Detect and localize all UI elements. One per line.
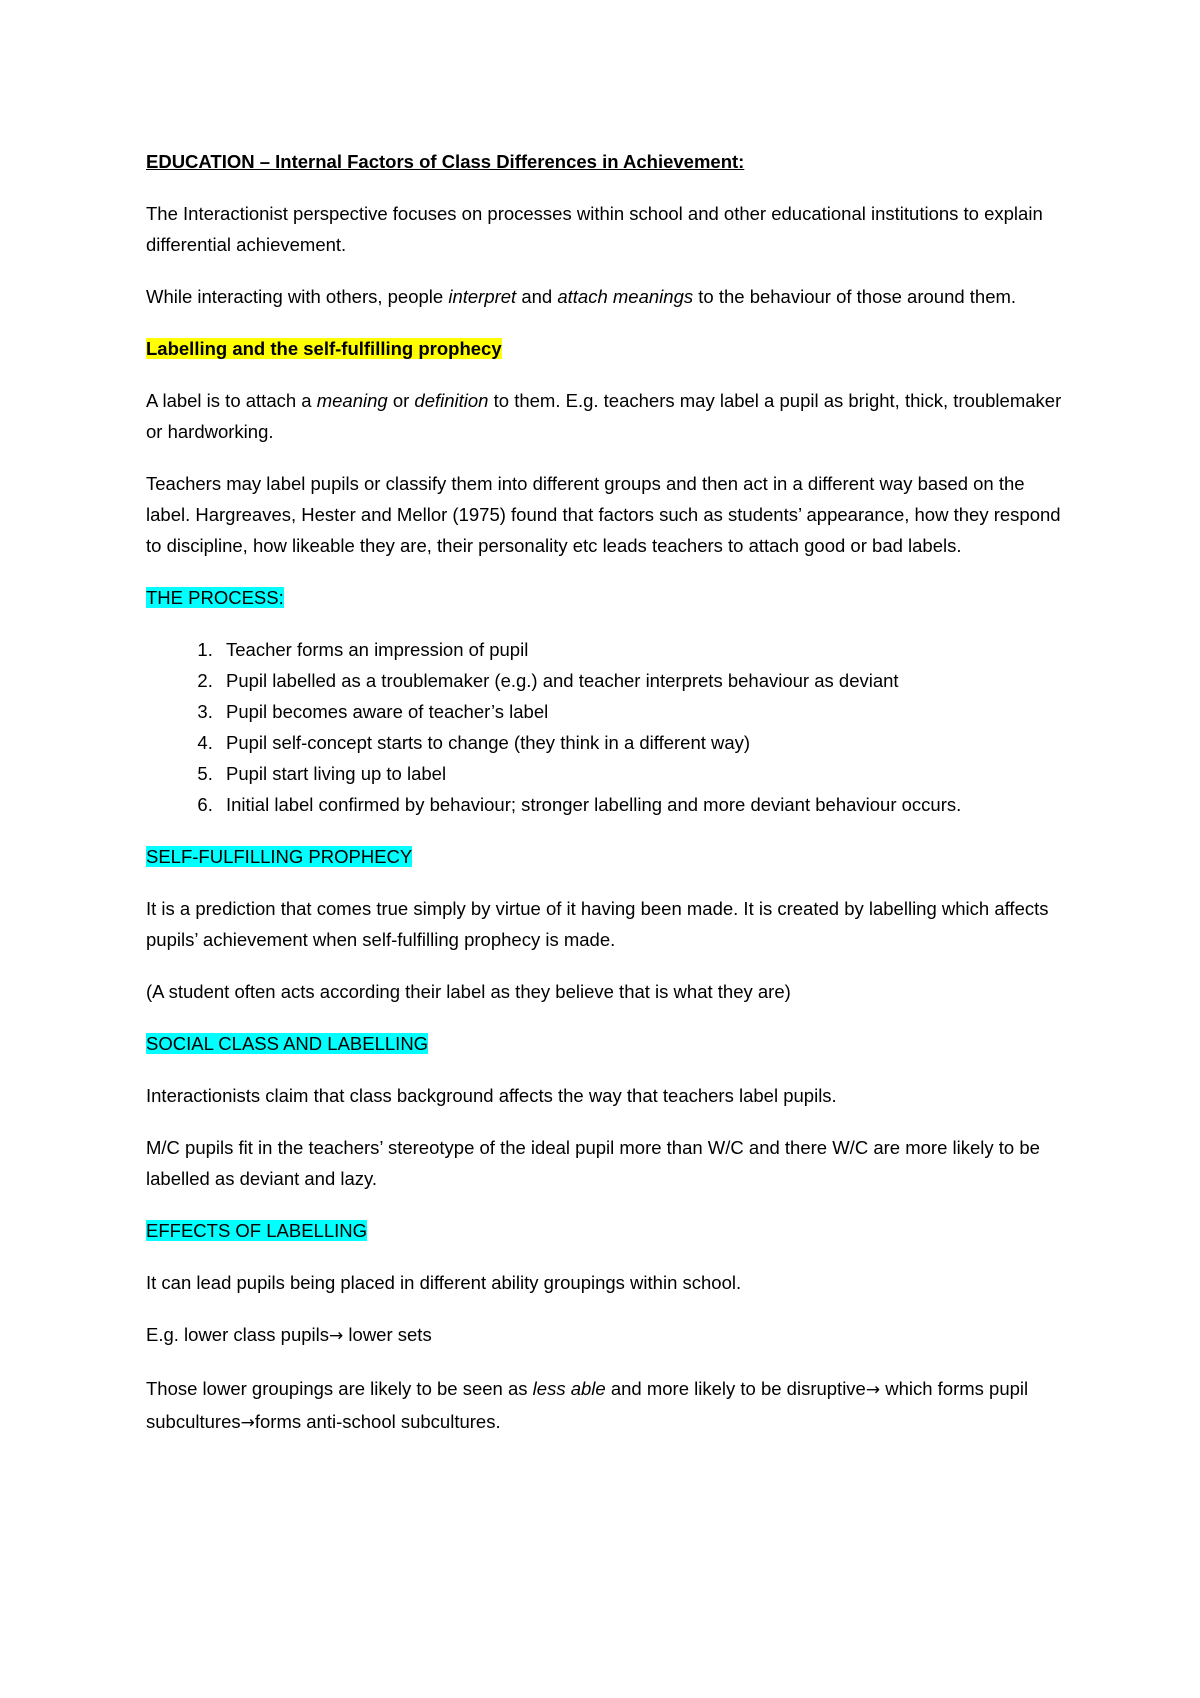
process-steps-list bbox=[146, 634, 1066, 820]
emphasis-attach-meanings: attach meanings bbox=[557, 286, 694, 307]
labelling-heading bbox=[146, 333, 1066, 364]
arrow-icon: → bbox=[240, 1413, 255, 1433]
text-run: While interacting with others, people bbox=[146, 286, 449, 307]
sfp-heading-text: SELF-FULFILLING PROPHECY bbox=[146, 846, 413, 867]
sfp-paragraph-2: (A student often acts according their label as they believe that is what they are) bbox=[146, 981, 791, 1002]
social-class-paragraph-1: Interactionists claim that class background affects the way that teachers label pupils. bbox=[146, 1085, 837, 1106]
text-run: or bbox=[387, 390, 415, 411]
document-body bbox=[146, 146, 1066, 1460]
process-heading-text: THE PROCESS: bbox=[146, 587, 284, 608]
labelling-paragraph-2: Teachers may label pupils or classify them into different groups and then act in a different way based on the label. Hargreaves, Hester and Mellor (1975) found that factors such as students’ appearance, how they respond to discipline, how likeable they are, their personality etc leads teachers to attach good or bad labels. bbox=[146, 473, 1061, 556]
list-item: 5. Pupil start living up to label bbox=[218, 758, 1066, 789]
social-class-paragraph-2: M/C pupils fit in the teachers’ stereotype of the ideal pupil more than W/C and there W/C are more likely to be labelled as deviant and lazy. bbox=[146, 1137, 1040, 1189]
page-title bbox=[146, 146, 1066, 177]
emphasis-less-able: less able bbox=[532, 1378, 606, 1399]
sfp-paragraph-1: It is a prediction that comes true simply by virtue of it having been made. It is created by labelling which affects pupils’ achievement when self-fulfilling prophecy is made. bbox=[146, 898, 1049, 950]
list-item: 1. Teacher forms an impression of pupil bbox=[218, 634, 1066, 665]
social-class-heading bbox=[146, 1028, 1066, 1059]
text-run: Those lower groupings are likely to be seen as bbox=[146, 1378, 533, 1399]
arrow-icon: → bbox=[329, 1326, 344, 1346]
effects-heading-text: EFFECTS OF LABELLING bbox=[146, 1220, 368, 1241]
emphasis-interpret: interpret bbox=[448, 286, 517, 307]
effects-heading bbox=[146, 1215, 1066, 1246]
effects-paragraph-3 bbox=[146, 1373, 1066, 1439]
list-item: 2. Pupil labelled as a troublemaker (e.g.) and teacher interprets behaviour as deviant bbox=[218, 665, 1066, 696]
effects-paragraph-1: It can lead pupils being placed in different ability groupings within school. bbox=[146, 1272, 742, 1293]
text-run: to them. E.g. teachers may label a pupil as bright, thick, troublemaker or hardworking. bbox=[146, 390, 1062, 442]
text-run: and more likely to be disruptive bbox=[605, 1378, 866, 1399]
sfp-heading bbox=[146, 841, 1066, 872]
emphasis-meaning: meaning bbox=[316, 390, 388, 411]
arrow-icon: → bbox=[865, 1380, 881, 1400]
effects-paragraph-2 bbox=[146, 1319, 1066, 1352]
text-run: lower sets bbox=[343, 1324, 432, 1345]
text-run: E.g. lower class pupils bbox=[146, 1324, 330, 1345]
list-item: 4. Pupil self-concept starts to change (they think in a different way) bbox=[218, 727, 1066, 758]
process-heading bbox=[146, 582, 1066, 613]
emphasis-definition: definition bbox=[414, 390, 489, 411]
intro-paragraph-2 bbox=[146, 281, 1066, 312]
labelling-heading-text: Labelling and the self-fulfilling prophecy bbox=[146, 338, 502, 359]
text-run: to the behaviour of those around them. bbox=[693, 286, 1017, 307]
page-title-text: EDUCATION – Internal Factors of Class Differences in Achievement: bbox=[146, 151, 745, 172]
list-item: 3. Pupil becomes aware of teacher’s label bbox=[218, 696, 1066, 727]
list-item: 6. Initial label confirmed by behaviour; stronger labelling and more deviant behaviour occurs. bbox=[218, 789, 1066, 820]
text-run: A label is to attach a bbox=[146, 390, 317, 411]
intro-paragraph-1: The Interactionist perspective focuses on processes within school and other educational institutions to explain differential achievement. bbox=[146, 203, 1043, 255]
labelling-paragraph-1 bbox=[146, 385, 1066, 447]
social-class-heading-text: SOCIAL CLASS AND LABELLING bbox=[146, 1033, 429, 1054]
text-run: and bbox=[516, 286, 558, 307]
text-run: forms anti-school subcultures. bbox=[254, 1411, 501, 1432]
text-run: which forms pupil subcultures bbox=[146, 1378, 1029, 1432]
